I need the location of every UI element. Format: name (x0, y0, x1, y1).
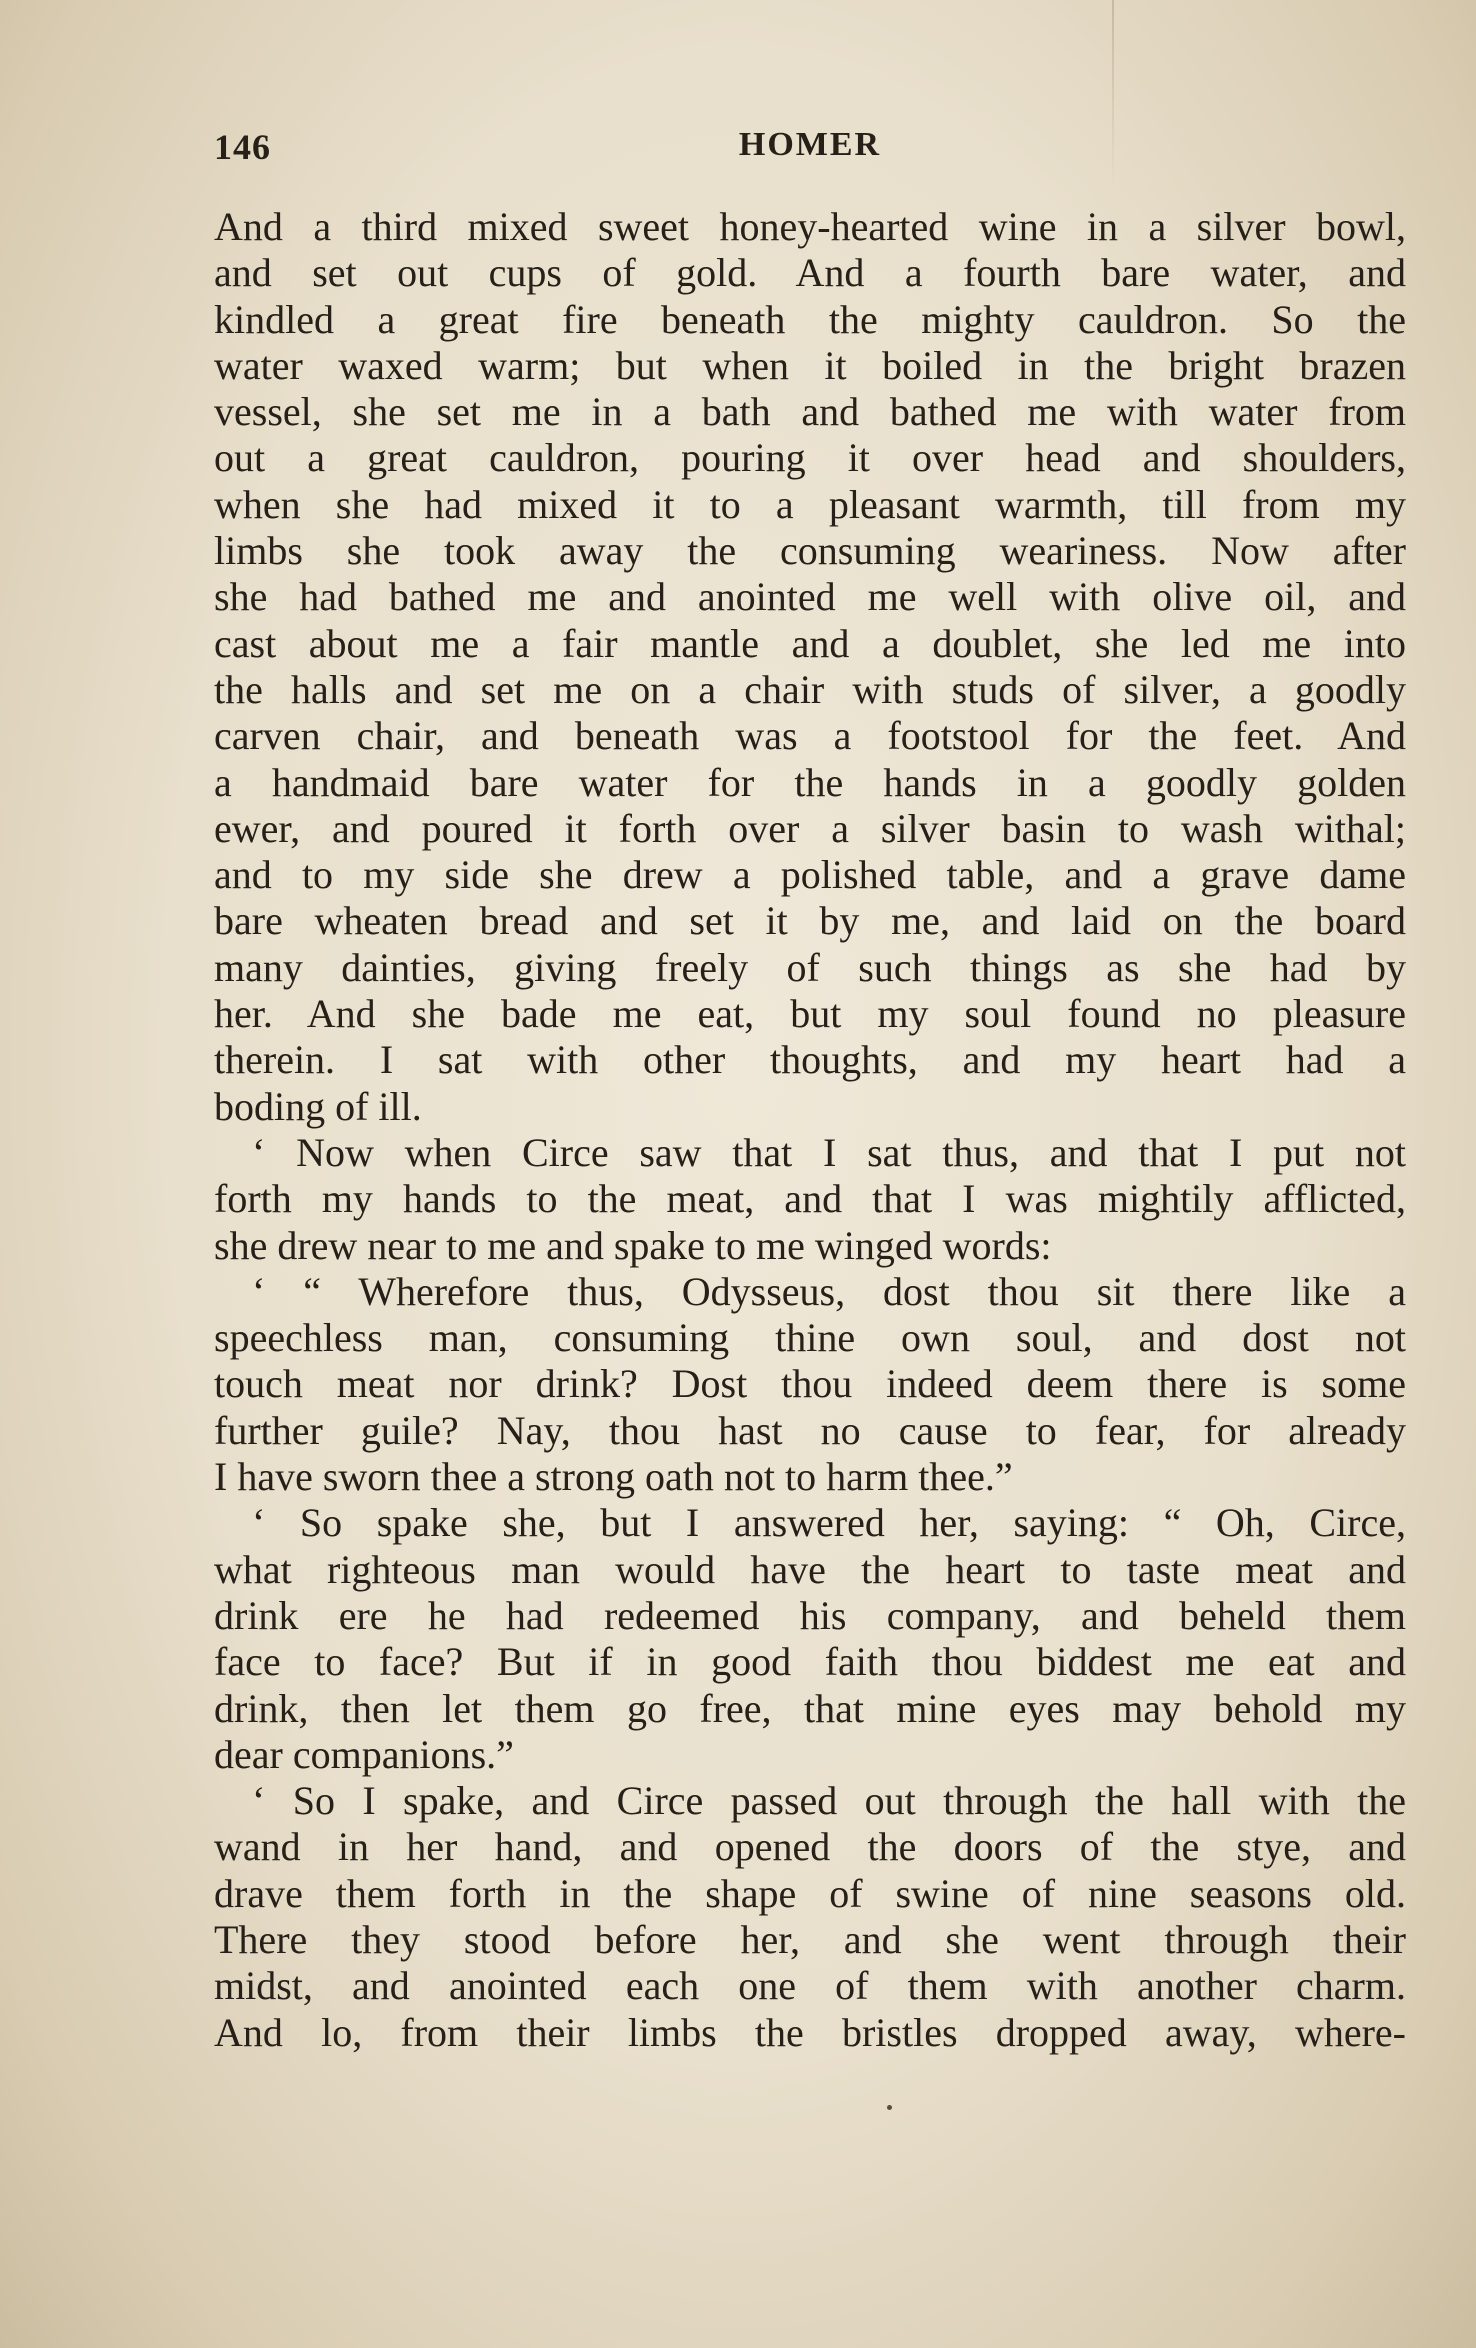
text-line: ‘ “ Wherefore thus, Odysseus, dost thou sit there like a (252, 1268, 1406, 1314)
text-line: many dainties, giving freely of such things as she had by (214, 944, 1406, 990)
text-line: and set out cups of gold. And a fourth bare water, and (214, 250, 1406, 296)
text-line: dear companions.” (214, 1731, 514, 1777)
text-line: There they stood before her, and she went through their (214, 1916, 1406, 1962)
text-line: out a great cauldron, pouring it over head and shoulders, (214, 435, 1406, 481)
text-line: midst, and anointed each one of them with another charm. (214, 1963, 1406, 2009)
text-line: I have sworn thee a strong oath not to harm thee.” (214, 1454, 1013, 1500)
running-head: HOMER (738, 126, 882, 163)
text-line: she had bathed me and anointed me well with olive oil, and (214, 574, 1406, 620)
text-line: and to my side she drew a polished table, and a grave dame (214, 852, 1406, 898)
text-line: drave them forth in the shape of swine of nine seasons old. (214, 1870, 1406, 1916)
page-number: 146 (214, 127, 271, 167)
text-line: water waxed warm; but when it boiled in the bright brazen (214, 342, 1406, 388)
text-line: wand in her hand, and opened the doors of the stye, and (214, 1824, 1406, 1870)
text-line: her. And she bade me eat, but my soul found no pleasure (214, 991, 1406, 1037)
text-line: ‘ So I spake, and Circe passed out through the hall with the (252, 1778, 1406, 1824)
text-line: ‘ Now when Circe saw that I sat thus, and that I put not (252, 1129, 1406, 1175)
text-line: further guile? Nay, thou hast no cause to fear, for already (214, 1407, 1406, 1453)
text-line: carven chair, and beneath was a footstool for the feet. And (214, 713, 1406, 759)
text-line: bare wheaten bread and set it by me, and laid on the board (214, 898, 1406, 944)
text-line: touch meat nor drink? Dost thou indeed deem there is some (214, 1361, 1406, 1407)
page-header (214, 126, 1406, 170)
text-line: she drew near to me and spake to me winged words: (214, 1222, 1052, 1268)
text-line: And lo, from their limbs the bristles dropped away, where- (214, 2009, 1406, 2055)
text-line: what righteous man would have the heart to taste meat and (214, 1546, 1406, 1592)
body-text (214, 204, 1406, 2056)
text-line: And a third mixed sweet honey-hearted wine in a silver bowl, (214, 204, 1406, 249)
text-line: a handmaid bare water for the hands in a goodly golden (214, 759, 1406, 805)
text-line: drink ere he had redeemed his company, and beheld them (214, 1592, 1406, 1638)
text-line: limbs she took away the consuming weariness. Now after (214, 528, 1406, 574)
text-line: forth my hands to the meat, and that I was mightily afflicted, (214, 1176, 1406, 1222)
ink-speck (887, 2105, 892, 2110)
text-line: drink, then let them go free, that mine eyes may behold my (214, 1685, 1406, 1731)
text-line: speechless man, consuming thine own soul, and dost not (214, 1315, 1406, 1361)
text-line: cast about me a fair mantle and a doublet, she led me into (214, 620, 1406, 666)
text-line: face to face? But if in good faith thou biddest me eat and (214, 1639, 1406, 1685)
text-line: boding of ill. (214, 1083, 422, 1129)
text-line: kindled a great fire beneath the mighty cauldron. So the (214, 296, 1406, 342)
text-line: the halls and set me on a chair with studs of silver, a goodly (214, 666, 1406, 712)
text-line: vessel, she set me in a bath and bathed me with water from (214, 389, 1406, 435)
text-line: ewer, and poured it forth over a silver basin to wash withal; (214, 805, 1406, 851)
text-line: ‘ So spake she, but I answered her, saying: “ Oh, Circe, (252, 1500, 1406, 1546)
text-line: when she had mixed it to a pleasant warmth, till from my (214, 481, 1406, 527)
text-line: therein. I sat with other thoughts, and my heart had a (214, 1037, 1406, 1083)
